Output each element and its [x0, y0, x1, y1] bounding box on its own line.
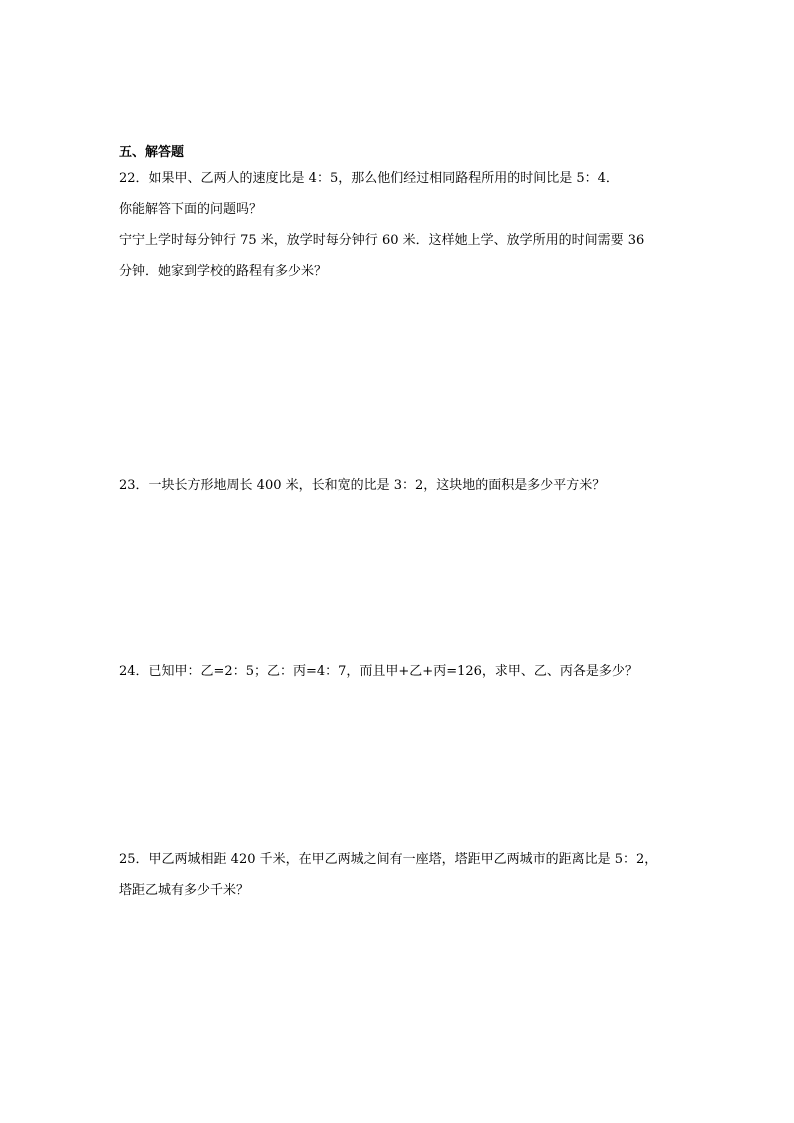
question-25-line-1: 25．甲乙两城相距 420 千米，在甲乙两城之间有一座塔，塔距甲乙两城市的距离比是 5：2， — [119, 852, 658, 867]
question-22-line-1: 22．如果甲、乙两人的速度比是 4：5，那么他们经过相同路程所用的时间比是 5：4． — [119, 171, 619, 186]
question-25-line-2: 塔距乙城有多少千米？ — [119, 883, 250, 898]
question-22-line-4: 分钟．她家到学校的路程有多少米？ — [119, 264, 328, 279]
question-22-line-3: 宁宁上学时每分钟行 75 米，放学时每分钟行 60 米．这样她上学、放学所用的时间需要 36 — [119, 233, 645, 248]
question-24-line-1: 24．已知甲：乙=2：5；乙：丙=4：7，而且甲+乙+丙=126，求甲、乙、丙各是多少？ — [119, 664, 638, 679]
question-23-line-1: 23．一块长方形地周长 400 米，长和宽的比是 3：2，这块地的面积是多少平方米？ — [119, 478, 606, 493]
question-22-line-2: 你能解答下面的问题吗？ — [119, 202, 263, 217]
section-heading: 五、解答题 — [119, 145, 185, 160]
